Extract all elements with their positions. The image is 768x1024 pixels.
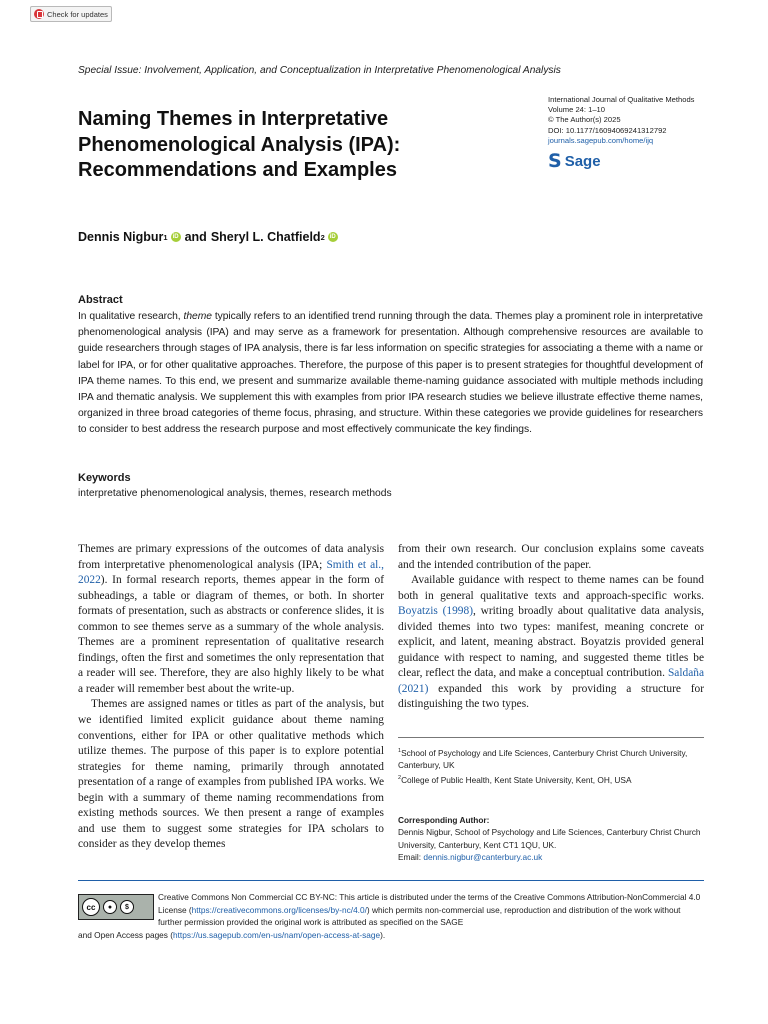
email-link[interactable]: dennis.nigbur@canterbury.ac.uk <box>423 851 543 862</box>
affiliation-text: School of Psychology and Life Sciences, Canterbury Christ Church University, Canterbury, UK <box>398 748 688 771</box>
special-issue-header: Special Issue: Involvement, Application, and Conceptualization in Interpretative Phenomenological Analysis <box>78 65 561 76</box>
affiliations <box>398 745 704 786</box>
open-access-link[interactable]: https://us.sagepub.com/en-us/nam/open-access-at-sage <box>173 929 381 940</box>
abstract-heading: Abstract <box>78 294 123 306</box>
license-text-part: ). <box>380 929 386 940</box>
abstract-text-rest: typically refers to an identified trend running through the data. Themes play a prominent role in interpretative phenomenological analysis (IPA) and may serve as a framework for presentation. Although comprehensive resources are available to guide researchers through stages of IPA analysis, there is far less information on specific strategies for associating a theme with a name or label for IPA, or for other qualitative approaches. Therefore, the purpose of this paper is to present strategies for thoughtful development of IPA theme names. To this end, we present and summarize available theme-naming guidance associated with multiple methods including IPA and thematic analysis. We supplement this with examples from prior IPA research studies we believe illustrate effective theme names, organized in three broad categories of theme focus, phrasing, and structure. Within these categories we provide guidelines for researchers to consider to best address the research purpose and most effectively communicate the key findings. <box>78 311 703 436</box>
body-paragraph <box>398 573 704 713</box>
journal-info <box>548 95 694 146</box>
body-paragraph <box>78 542 384 697</box>
paragraph-text: Available guidance with respect to theme names can be found both in general qualitative texts and approach-specific works. <box>398 574 704 602</box>
journal-copyright: © The Author(s) 2025 <box>548 115 621 125</box>
author-line <box>78 230 342 244</box>
license-divider <box>78 880 704 881</box>
citation-link[interactable]: Boyatzis (1998) <box>398 605 473 618</box>
body-paragraph: from their own research. Our conclusion explains some caveats and the intended contribution of the paper. <box>398 543 704 571</box>
journal-url-link[interactable]: journals.sagepub.com/home/ijq <box>548 135 654 145</box>
citation-link[interactable]: Saldaña (2021) <box>398 667 704 695</box>
author-1-name: Dennis Nigbur <box>78 230 164 244</box>
license-text-part: Creative Commons Non Commercial CC BY-NC: This article is distributed under the terms of the Creative Commons Attribution-NonCommercial 4.0 License ( <box>158 892 701 915</box>
article-title: Naming Themes in Interpretative Phenomenological Analysis (IPA): Recommendations and Examples <box>78 108 401 181</box>
author-1-affiliation-mark: 1 <box>163 232 168 242</box>
keywords-text: interpretative phenomenological analysis, themes, research methods <box>78 488 392 499</box>
cc-license-badge[interactable] <box>78 894 154 920</box>
body-column-left <box>78 542 384 853</box>
paragraph-text: expanded this work by providing a structure for distinguishing the two types. <box>398 682 704 711</box>
sage-s-icon: S <box>548 150 562 172</box>
license-link[interactable]: https://creativecommons.org/licenses/by-nc/4.0/ <box>191 904 367 915</box>
corresponding-heading: Corresponding Author: <box>398 815 490 825</box>
sage-logo-text: Sage <box>564 152 601 170</box>
by-icon: ● <box>103 900 117 914</box>
nc-icon: $ <box>120 900 134 914</box>
check-for-updates-label: Check for updates <box>47 9 108 19</box>
license-text-continued <box>78 929 704 942</box>
abstract-italic-term: theme <box>183 311 212 322</box>
orcid-icon[interactable]: iD <box>329 234 336 240</box>
body-column-right <box>398 542 704 713</box>
author-connector: and <box>184 230 207 244</box>
paragraph-text: ). In formal research reports, themes appear in the form of subheadings, a table or diagram of themes, or both. In shorter formats of presentation, such as abstracts or conference slides, it is common to see themes serve as a summary of the whole analysis. Themes are a prominent representation of qualitative research findings, often the first and sometimes the only representation that a reader will see. Therefore, they are also highly likely to be what a reader will remember best about the write-up. <box>78 574 384 695</box>
journal-name: International Journal of Qualitative Methods <box>548 95 695 104</box>
citation-link[interactable]: Smith et al., 2022 <box>78 558 384 587</box>
license-text <box>158 891 704 929</box>
affiliation-mark: 2 <box>398 774 402 781</box>
journal-volume: Volume 24: 1–10 <box>548 105 605 115</box>
email-label: Email: <box>398 851 424 862</box>
journal-doi: DOI: 10.1177/16094069241312792 <box>548 125 667 135</box>
check-for-updates-button[interactable] <box>30 6 112 22</box>
affiliation-2 <box>398 772 704 786</box>
affiliation-mark: 1 <box>398 748 402 754</box>
paragraph-text: Themes are primary expressions of the outcomes of data analysis from interpretative phenomenological analysis (IPA; <box>78 543 384 571</box>
sage-logo <box>548 150 601 172</box>
crossmark-icon <box>34 9 44 19</box>
footnote-divider <box>398 737 704 738</box>
author-2-name: Sheryl L. Chatfield <box>210 230 321 244</box>
paragraph-text: , writing broadly about qualitative data analysis, divided themes into two types: manifest, meaning concrete or explicit, and latent, meaning abstract. Boyatzis provided general guidance with respect to naming, and suggested theme titles be clear, reflect the data, and make a conceptual contribution. <box>398 605 705 680</box>
corresponding-address: Dennis Nigbur, School of Psychology and Life Sciences, Canterbury Christ Church University, Canterbury, Kent CT1 1QU, UK. <box>398 827 701 850</box>
keywords-heading: Keywords <box>78 472 131 484</box>
license-text-part: and Open Access pages ( <box>78 929 174 940</box>
corresponding-author <box>398 814 704 863</box>
body-paragraph: Themes are assigned names or titles as part of the analysis, but we identified limited explicit guidance about theme naming conventions, either for IPA or other qualitative methods which utilize themes. The purpose of this paper is to explore potential strategies for theme naming, primarily through annotated presentation of a range of examples from published IPA works. We begin with a summary of theme naming recommendations from existing methods sources. We then present a range of examples and use them to suggest some strategies for IPA scholars to consider as they develop themes <box>78 698 384 851</box>
orcid-icon[interactable]: iD <box>172 234 179 240</box>
abstract-body <box>78 309 703 439</box>
affiliation-1 <box>398 745 704 772</box>
author-2-affiliation-mark: 2 <box>320 232 325 242</box>
cc-icon: cc <box>82 898 100 916</box>
license-text-part: ) which permits non-commercial use, reproduction and distribution of the work without further permission provided the original work is attributed as specified on the SAGE <box>158 904 681 927</box>
abstract-text-start: In qualitative research, <box>78 311 184 322</box>
affiliation-text: College of Public Health, Kent State University, Kent, OH, USA <box>401 774 632 785</box>
